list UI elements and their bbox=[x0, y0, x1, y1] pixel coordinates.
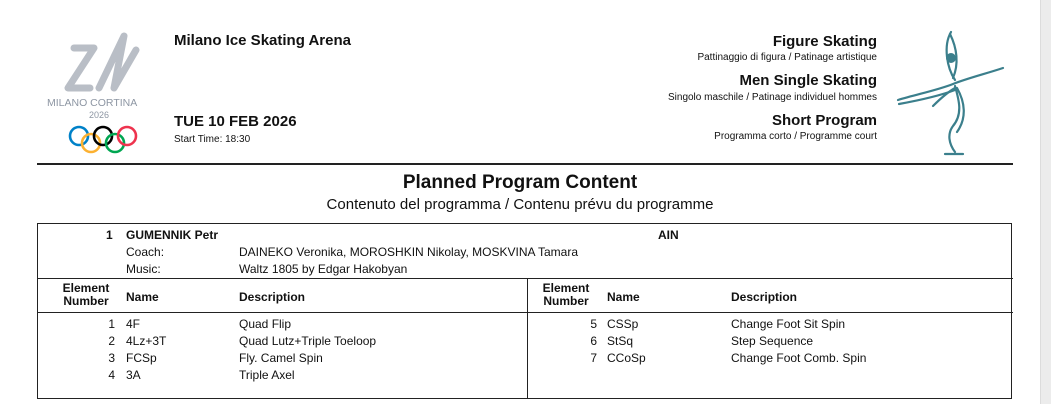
element-description: Change Foot Comb. Spin bbox=[731, 351, 867, 365]
element-number: 6 bbox=[590, 334, 597, 348]
element-description: Change Foot Sit Spin bbox=[731, 317, 846, 331]
start-time: Start Time: 18:30 bbox=[174, 134, 251, 145]
element-description: Quad Lutz+Triple Toeloop bbox=[239, 334, 377, 348]
element-name: 3A bbox=[126, 368, 141, 382]
element-description: Fly. Camel Spin bbox=[239, 351, 323, 365]
event-title: Men Single Skating bbox=[739, 72, 877, 89]
element-name: CSSp bbox=[607, 317, 639, 331]
header-name-right: Name bbox=[607, 290, 640, 304]
segment-title: Short Program bbox=[771, 112, 877, 129]
header-element-number-right: Element Number bbox=[542, 281, 590, 308]
music-value: Waltz 1805 by Edgar Hakobyan bbox=[239, 262, 408, 276]
discipline-title: Figure Skating bbox=[772, 33, 877, 50]
program-content-table bbox=[37, 223, 1012, 399]
element-number: 3 bbox=[108, 351, 115, 365]
element-description: Triple Axel bbox=[239, 368, 295, 382]
segment-subtitle: Programma corto / Programme court bbox=[714, 131, 877, 142]
milano-cortina-logo bbox=[44, 28, 160, 158]
discipline-subtitle: Pattinaggio di figura / Patinage artistique bbox=[697, 52, 877, 63]
element-number: 1 bbox=[108, 317, 115, 331]
table-column-divider bbox=[527, 278, 528, 399]
element-number: 7 bbox=[590, 351, 597, 365]
header-divider bbox=[37, 163, 1013, 165]
element-name: CCoSp bbox=[607, 351, 646, 365]
skater-info-divider bbox=[38, 278, 1013, 279]
skater-name: GUMENNIK Petr bbox=[126, 228, 219, 242]
header-element-number-left: Element Number bbox=[62, 281, 110, 308]
event-date: TUE 10 FEB 2026 bbox=[174, 113, 297, 130]
header-description-left: Description bbox=[239, 290, 306, 304]
element-name: 4Lz+3T bbox=[126, 334, 167, 348]
logo-emblem-mark bbox=[68, 36, 136, 88]
coach-label: Coach: bbox=[126, 245, 165, 259]
header-name-left: Name bbox=[126, 290, 159, 304]
logo-year: 2026 bbox=[89, 110, 110, 120]
music-label: Music: bbox=[126, 262, 161, 276]
element-name: StSq bbox=[607, 334, 634, 348]
logo-text: MILANO CORTINA bbox=[47, 97, 138, 109]
document-title: Planned Program Content bbox=[402, 172, 638, 193]
venue-name: Milano Ice Skating Arena bbox=[174, 32, 351, 49]
document-subtitle: Contenuto del programma / Contenu prévu du programme bbox=[326, 196, 714, 213]
element-number: 2 bbox=[108, 334, 115, 348]
element-number: 4 bbox=[108, 368, 115, 382]
skater-noc: AIN bbox=[658, 228, 679, 242]
element-number: 5 bbox=[590, 317, 597, 331]
table-header-divider bbox=[38, 312, 1013, 313]
header-description-right: Description bbox=[731, 290, 798, 304]
scrollbar-track[interactable] bbox=[1040, 0, 1051, 404]
coach-value: DAINEKO Veronika, MOROSHKIN Nikolay, MOSKVINA Tamara bbox=[239, 245, 578, 259]
element-name: 4F bbox=[126, 317, 141, 331]
element-description: Step Sequence bbox=[731, 334, 814, 348]
figure-skater-pictogram bbox=[893, 28, 1008, 160]
element-name: FCSp bbox=[126, 351, 157, 365]
event-subtitle: Singolo maschile / Patinage individuel hommes bbox=[667, 92, 877, 103]
olympic-rings-icon bbox=[70, 127, 136, 152]
element-description: Quad Flip bbox=[239, 317, 292, 331]
skater-number: 1 bbox=[106, 228, 113, 242]
